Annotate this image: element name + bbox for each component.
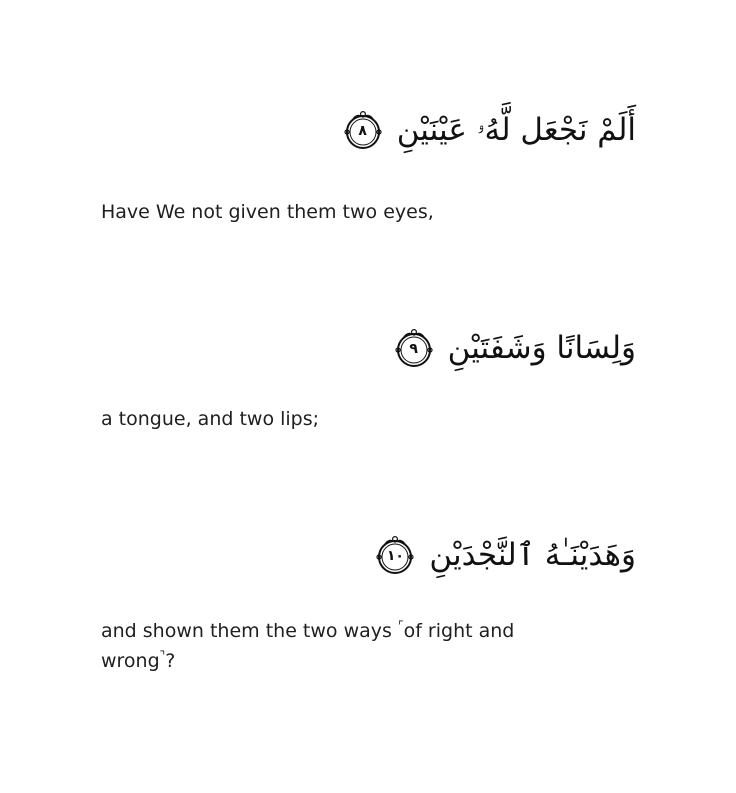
arabic-line [341,100,636,160]
arabic-line [373,525,636,585]
verse-end-marker-icon [341,108,385,152]
arabic-verse-text: وَلِسَانًا وَشَفَتَيْنِ [447,330,636,366]
arabic-line [392,318,636,378]
translation-part: ? [165,650,176,672]
bracket-close: ⌝ [159,648,166,663]
verse-end-marker-icon [373,533,417,577]
translation-part: and shown them the two ways [101,620,398,642]
verse-number: ١٠ [386,548,404,564]
translation-part: of right and wrong [101,620,515,672]
arabic-verse-text: أَلَمْ نَجْعَل لَّهُۥ عَيْنَيْنِ [396,112,636,148]
verse-number: ٨ [358,123,367,139]
bracket-open: ⌜ [397,618,404,633]
arabic-verse-text: وَهَدَيْنَـٰهُ ٱلنَّجْدَيْنِ [429,537,636,573]
verse-number: ٩ [409,341,418,357]
verse-end-marker-icon [392,326,436,370]
translation-text: a tongue, and two lips; [101,408,320,430]
translation-text: Have We not given them two eyes, [101,201,434,223]
translation-text [101,616,571,676]
